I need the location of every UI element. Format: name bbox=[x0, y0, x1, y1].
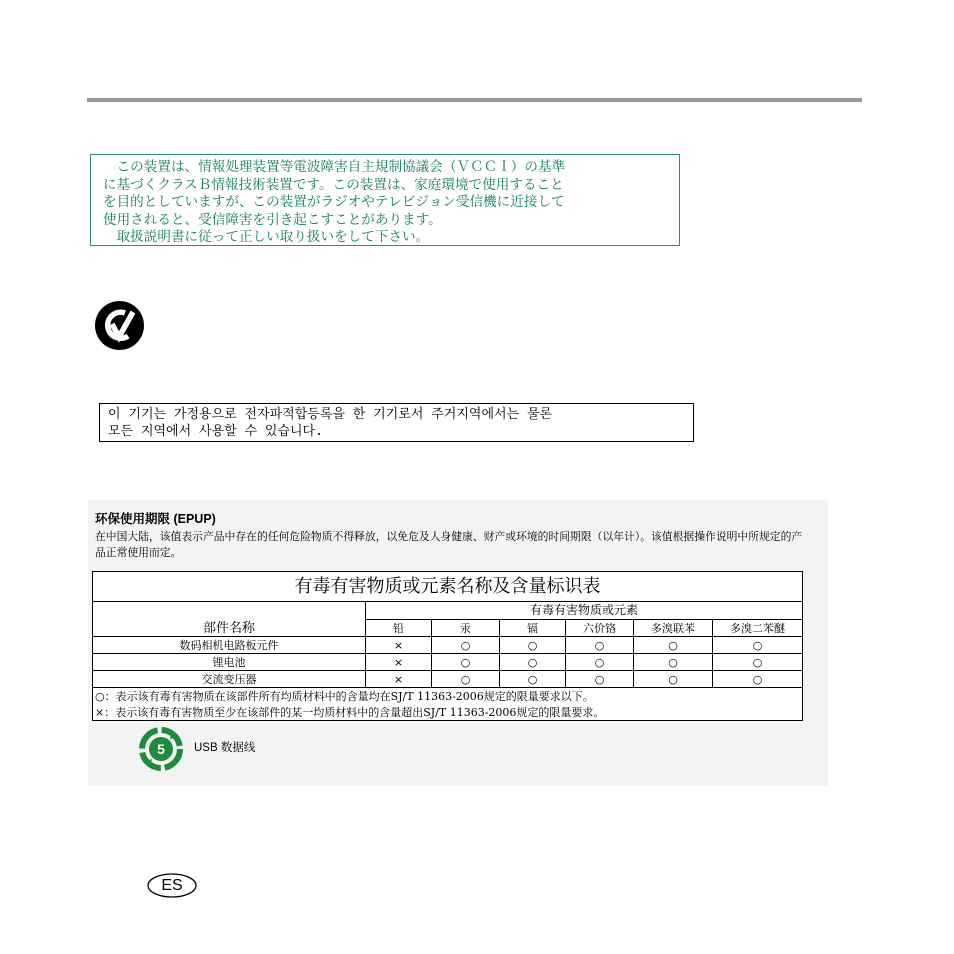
substance-header: 多溴联苯 bbox=[634, 620, 713, 637]
vcci-line: 使用されると、受信障害を引き起こすことがあります。 bbox=[103, 211, 442, 228]
mark-cell: × bbox=[366, 637, 432, 654]
part-header: 部件名称 bbox=[93, 602, 366, 637]
vcci-line: を目的としていますが、この装置がラジオやテレビジョン受信機に近接して bbox=[103, 194, 565, 211]
header-rule bbox=[87, 98, 862, 102]
mark-cell: ○ bbox=[432, 654, 500, 671]
vcci-notice bbox=[90, 154, 680, 246]
mark-cell: ○ bbox=[566, 637, 634, 654]
part-name: 锂电池 bbox=[93, 654, 366, 671]
mark-cell: ○ bbox=[566, 654, 634, 671]
mark-cell: ○ bbox=[713, 654, 803, 671]
table-note: ×：表示该有毒有害物质至少在该部件的某一均质材料中的含量超出SJ/T 11363-2006规定的限量要求。 bbox=[93, 704, 803, 721]
mark-cell: × bbox=[366, 654, 432, 671]
mark-cell: ○ bbox=[634, 637, 713, 654]
part-name: 数码相机电路板元件 bbox=[93, 637, 366, 654]
korea-notice bbox=[99, 403, 694, 442]
table-row bbox=[93, 654, 803, 671]
mark-cell: ○ bbox=[566, 671, 634, 688]
mark-cell: ○ bbox=[713, 637, 803, 654]
mark-cell: ○ bbox=[432, 671, 500, 688]
table-note: ○：表示该有毒有害物质在该部件所有均质材料中的含量均在SJ/T 11363-2006规定的限量要求以下。 bbox=[93, 688, 803, 705]
mark-cell: ○ bbox=[713, 671, 803, 688]
usb-cable-label: USB 数据线 bbox=[194, 742, 256, 754]
language-code: ES bbox=[161, 877, 183, 894]
korea-line: 모든 지역에서 사용할 수 있습니다. bbox=[108, 424, 323, 439]
mark-cell: ○ bbox=[500, 637, 566, 654]
language-badge bbox=[147, 873, 197, 898]
epup-number: 5 bbox=[157, 741, 165, 757]
table-row bbox=[93, 637, 803, 654]
vcci-line: 取扱説明書に従って正しい取り扱いをして下さい。 bbox=[103, 229, 430, 246]
part-name: 交流变压器 bbox=[93, 671, 366, 688]
table-row bbox=[93, 671, 803, 688]
substance-header: 汞 bbox=[432, 620, 500, 637]
vcci-line: に基づくクラスＢ情報技術装置です。この装置は、家庭環境で使用すること bbox=[103, 176, 564, 193]
substance-header: 多溴二苯醚 bbox=[713, 620, 803, 637]
hazard-table bbox=[92, 571, 803, 721]
substance-group-header: 有毒有害物质或元素 bbox=[366, 602, 803, 620]
table-caption: 有毒有害物质或元素名称及含量标识表 bbox=[93, 572, 803, 602]
mark-cell: ○ bbox=[634, 654, 713, 671]
vcci-line: この装置は、情報処理装置等電波障害自主規制協議会（ＶＣＣＩ）の基準 bbox=[103, 159, 566, 175]
mark-cell: ○ bbox=[500, 671, 566, 688]
mark-cell: ○ bbox=[432, 637, 500, 654]
mark-cell: ○ bbox=[634, 671, 713, 688]
korea-line: 이 기기는 가정용으로 전자파적합등록을 한 기기로서 주거지역에서는 물론 bbox=[108, 407, 553, 422]
c-tick-icon bbox=[95, 301, 144, 350]
mark-cell: ○ bbox=[500, 654, 566, 671]
substance-header: 六价铬 bbox=[566, 620, 634, 637]
substance-header: 镉 bbox=[500, 620, 566, 637]
substance-header: 铅 bbox=[366, 620, 432, 637]
epup-recycle-icon bbox=[139, 727, 183, 771]
mark-cell: × bbox=[366, 671, 432, 688]
epup-description: 在中国大陆，该值表示产品中存在的任何危险物质不得释放，以免危及人身健康、财产或环境的时间期限（以年计）。该值根据操作说明中所规定的产品正常使用而定。 bbox=[95, 530, 803, 559]
epup-title: 环保使用期限 (EPUP) bbox=[95, 512, 216, 526]
